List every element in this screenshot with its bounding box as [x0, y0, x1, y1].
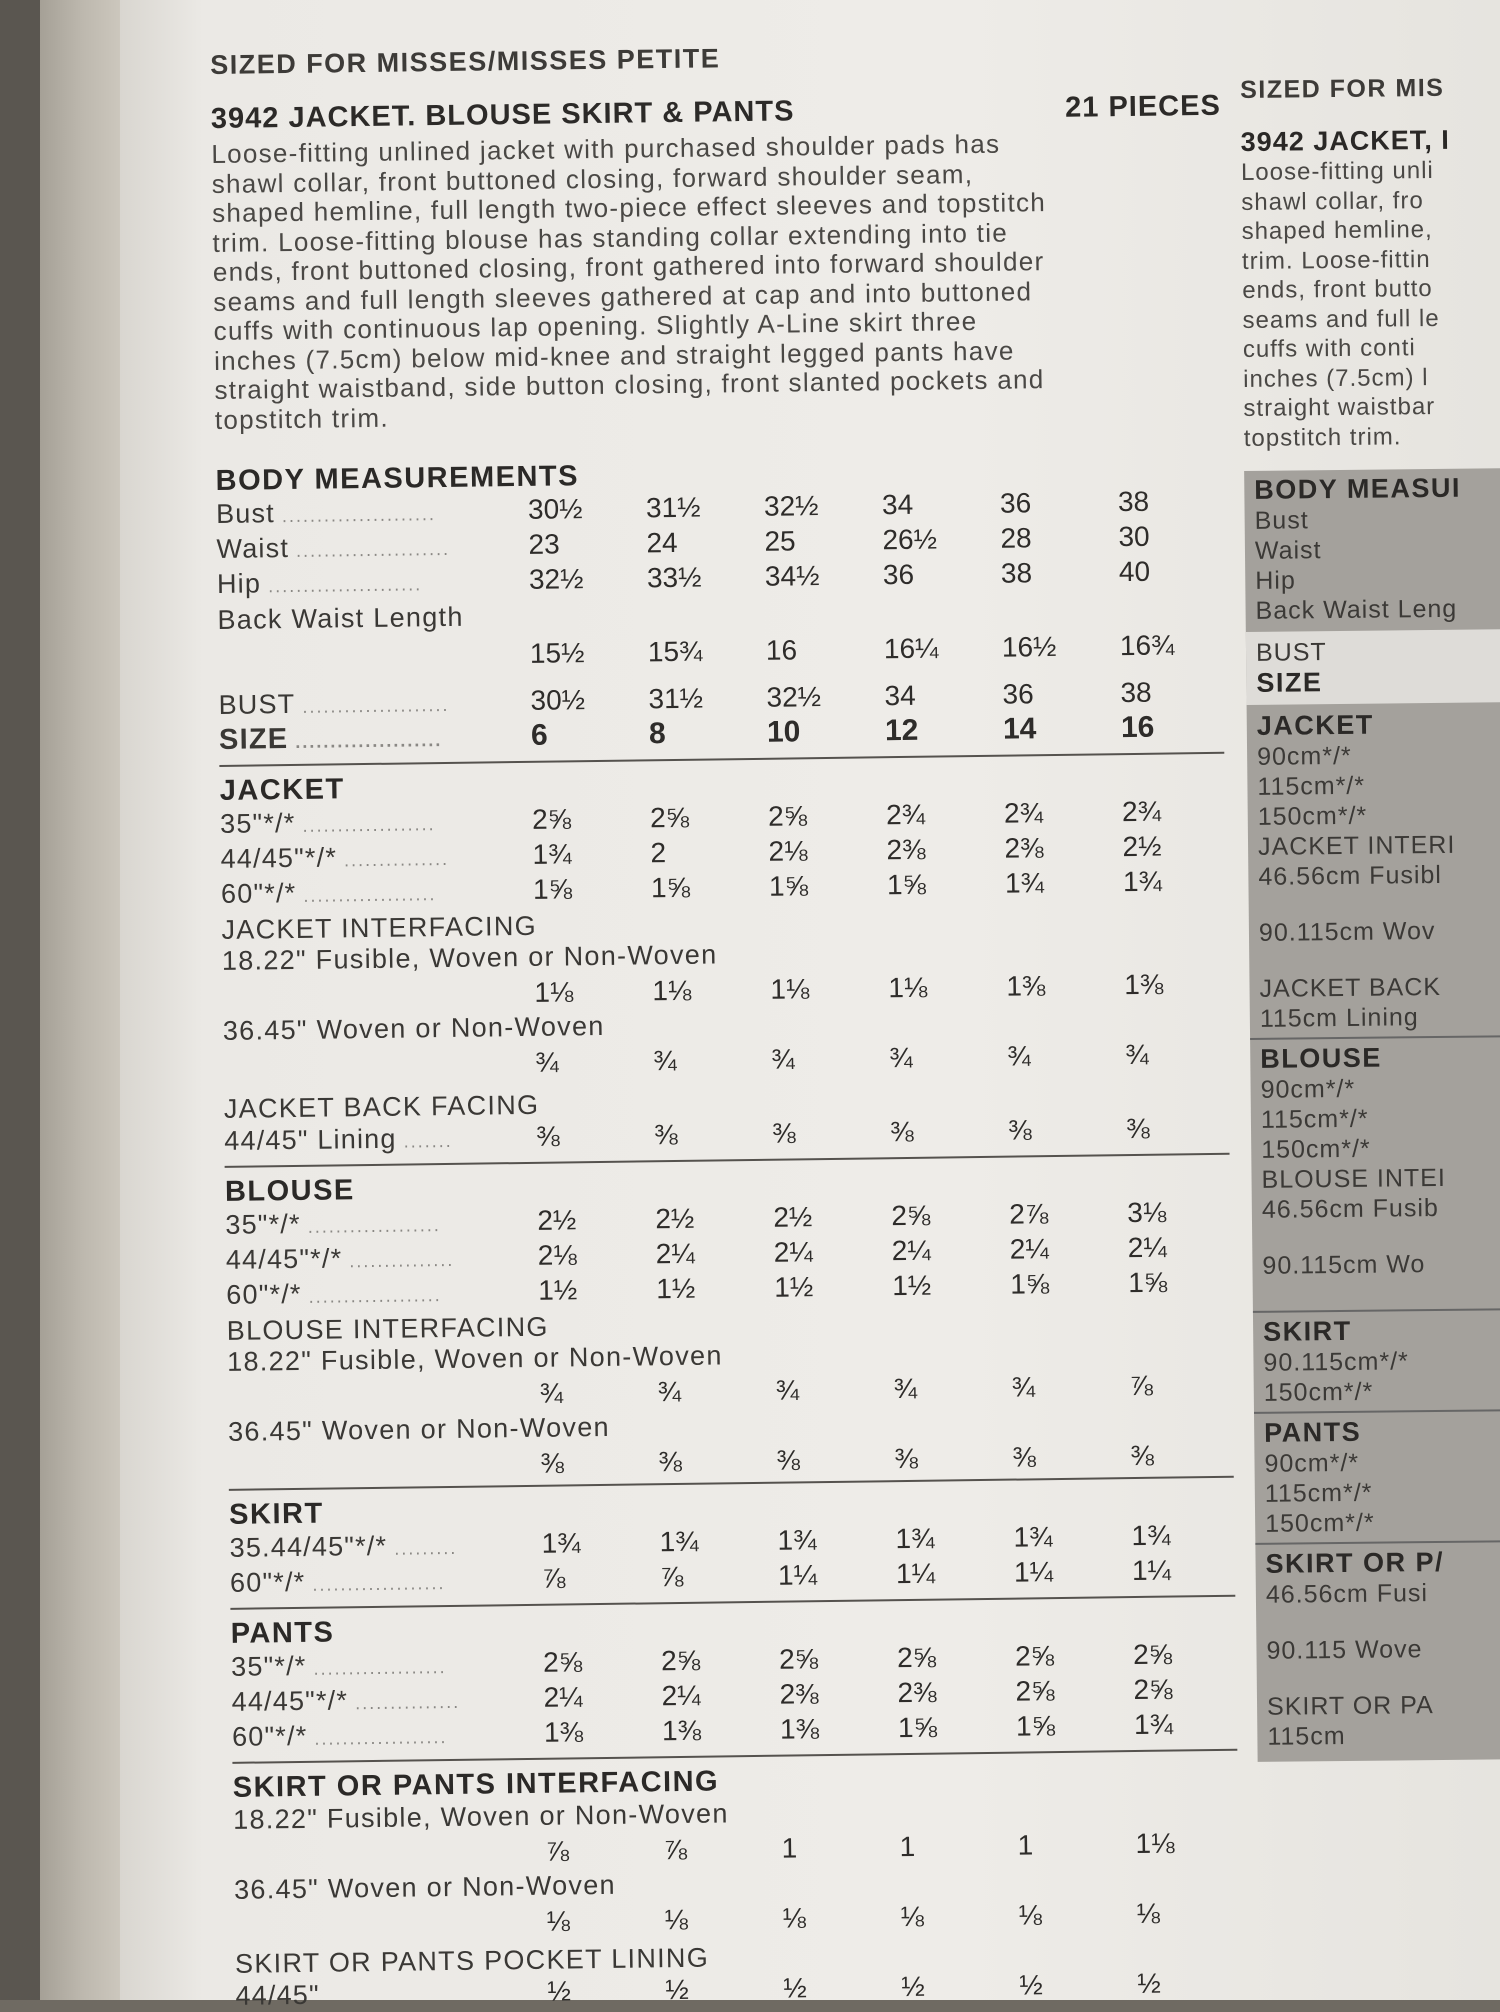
description-line: trim. Loose-fitting blouse has standing collar extending into tie [212, 217, 1009, 258]
value-cell: 2⅝ [1132, 1638, 1173, 1671]
value-cell: ¾ [889, 1041, 913, 1074]
leader-dots: ..................... [288, 730, 443, 753]
value-cell: 1⅝ [532, 873, 573, 905]
pieces-count: 21 PIECES [1064, 89, 1222, 124]
value-cell: ⅜ [1012, 1441, 1037, 1473]
value-cell: 33½ [646, 561, 702, 594]
value-cell: 1⅝ [886, 868, 927, 901]
value-cell: ⅜ [536, 1120, 560, 1152]
value-cell: 1⅝ [897, 1711, 938, 1744]
value-cell: 2½ [1122, 830, 1162, 863]
value-cell: 23 [528, 528, 560, 560]
description-line: straight waistband, side button closing, front slanted pockets and [214, 364, 1045, 405]
right-style-line: 3942 JACKET, I [1240, 124, 1450, 157]
row-label: 44/45"*/* [220, 842, 338, 874]
value-cell: ¾ [653, 1044, 677, 1077]
description-line: straight waistbar [1243, 392, 1436, 422]
value-cell: 1⅜ [779, 1713, 820, 1745]
right-label: 90.115 Wove [1266, 1635, 1423, 1665]
row-label: 44/45" Lining [224, 1123, 397, 1156]
right-label: 150cm*/* [1257, 801, 1368, 831]
skirt-pants-interfacing-title: SKIRT OR PANTS INTERFACING [232, 1765, 720, 1804]
value-cell: ⅜ [1008, 1114, 1032, 1146]
row-values [533, 1827, 1241, 1867]
description-line: inches (7.5cm) l [1243, 363, 1429, 393]
value-cell: 1¾ [777, 1524, 817, 1556]
blouse-title: BLOUSE [224, 1174, 355, 1208]
value-cell: ½ [547, 1975, 571, 2007]
description-line: shawl collar, front buttoned closing, forward shoulder seam, [211, 158, 974, 199]
description-line: shaped hemline, full length two-piece effect sleeves and topstitch [211, 187, 1047, 228]
value-cell: 16½ [1001, 630, 1057, 663]
value-cell: ⅜ [654, 1118, 678, 1151]
body-measurements-title: BODY MEASUREMENTS [215, 460, 580, 497]
value-cell: ⅞ [659, 1560, 684, 1593]
right-label: 150cm*/* [1265, 1508, 1375, 1538]
right-label: SKIRT OR PA [1266, 1691, 1434, 1721]
value-cell: 32½ [763, 490, 819, 522]
value-cell: 34½ [764, 560, 820, 592]
right-label: Bust [1254, 506, 1309, 535]
value-cell: ⅞ [1129, 1369, 1154, 1402]
right-label: 46.56cm Fusibl [1258, 860, 1443, 891]
right-label: Waist [1254, 536, 1322, 565]
row-values [523, 1038, 1231, 1078]
row-label: 35"*/* [230, 1650, 307, 1682]
value-cell: ⅜ [1125, 1112, 1150, 1145]
value-cell: 34 [884, 679, 916, 712]
value-cell: ¾ [1007, 1040, 1031, 1072]
value-cell: ½ [665, 1973, 689, 2006]
leader-dots: ................... [300, 1215, 441, 1237]
value-cell: 30½ [530, 684, 586, 716]
value-cell: ⅜ [1130, 1439, 1155, 1472]
right-label: Hip [1255, 566, 1296, 595]
value-cell: 2⅝ [1015, 1675, 1055, 1707]
skirt-section [229, 1484, 1340, 1610]
value-cell: 32½ [766, 681, 822, 713]
value-cell: 24 [646, 526, 678, 559]
right-label: 115cm [1267, 1721, 1346, 1751]
value-cell: 2¼ [1009, 1233, 1049, 1265]
size-cell: 16 [1120, 710, 1155, 745]
value-cell: 1¾ [1131, 1519, 1171, 1552]
description-line: topstitch trim. [214, 402, 390, 435]
leader-dots: ....... [396, 1130, 453, 1152]
value-cell: ⅜ [776, 1444, 801, 1476]
description-line: cuffs with conti [1242, 334, 1416, 363]
right-description [1241, 155, 1500, 453]
value-cell: 1¼ [895, 1557, 936, 1590]
value-cell: ⅜ [772, 1117, 796, 1149]
value-cell: 1 [781, 1832, 798, 1864]
leader-dots: ...................... [288, 538, 451, 562]
value-cell: 1 [1017, 1829, 1034, 1861]
value-cell: 2⅜ [886, 833, 926, 866]
value-cell: ⅜ [894, 1442, 919, 1475]
value-cell: 1½ [774, 1271, 814, 1303]
value-cell: ¾ [535, 1046, 559, 1078]
leader-dots: ...................... [261, 574, 423, 597]
value-cell: ½ [1137, 1967, 1161, 2000]
leader-dots: ................... [306, 1657, 447, 1679]
leader-dots: ................... [295, 814, 436, 836]
value-cell: 2½ [655, 1202, 695, 1235]
value-cell: 40 [1118, 555, 1151, 588]
leader-dots: ...................... [274, 504, 437, 527]
value-cell: 2⅝ [891, 1199, 931, 1232]
value-cell: 1⅛ [534, 976, 574, 1008]
torn-edge-shadow [0, 0, 40, 2000]
jacket-back-facing-title: JACKET BACK FACING [223, 1089, 540, 1124]
divider [1255, 1540, 1500, 1545]
value-cell: 1¼ [777, 1559, 818, 1591]
divider [1250, 1035, 1500, 1040]
value-cell: 2⅜ [779, 1678, 819, 1710]
value-cell: 2⅝ [896, 1641, 937, 1674]
description-line: ends, front buttoned closing, front gathered into forward shoulder [212, 246, 1045, 287]
body-measurements-section [215, 450, 1329, 767]
row-label: Bust [215, 498, 276, 529]
value-cell: 2 [650, 837, 667, 869]
value-cell: ¾ [775, 1374, 800, 1406]
right-label: 90.115cm Wov [1258, 917, 1436, 947]
value-cell: 2¼ [891, 1234, 931, 1267]
row-values [534, 1897, 1242, 1937]
value-cell: 34 [881, 488, 914, 521]
value-cell: ⅞ [541, 1562, 566, 1594]
value-cell: 2⅝ [660, 1644, 701, 1677]
right-shaded-table [1244, 468, 1500, 1762]
description-line: topstitch trim. [1243, 422, 1402, 452]
right-section-title: JACKET [1256, 709, 1374, 741]
right-label: 46.56cm Fusib [1261, 1193, 1439, 1224]
value-cell: ¾ [1125, 1038, 1149, 1071]
value-cell: 1⅜ [543, 1716, 584, 1748]
size-cell: 6 [530, 718, 548, 752]
value-cell: 16¾ [1119, 629, 1175, 662]
value-cell: 26½ [882, 523, 938, 556]
leader-dots: ................... [307, 1727, 448, 1749]
value-cell: 1¾ [1133, 1708, 1174, 1741]
value-cell: 2⅝ [767, 800, 808, 832]
value-cell: ½ [901, 1970, 925, 2003]
value-cell: 16 [765, 634, 798, 666]
right-label: SIZE [1256, 667, 1323, 698]
value-cell: 2⅜ [1004, 832, 1044, 864]
right-label: JACKET INTERI [1257, 830, 1456, 861]
value-cell: 2½ [537, 1204, 577, 1236]
right-section-title: SKIRT OR P/ [1265, 1546, 1445, 1579]
interfacing-fusible-label: 18.22" Fusible, Woven or Non-Woven [232, 1798, 729, 1835]
value-cell: 1½ [892, 1269, 932, 1302]
row-label: 60"*/* [226, 1278, 302, 1310]
row-label: 60"*/* [229, 1566, 306, 1598]
value-cell: 1⅜ [661, 1714, 702, 1747]
value-cell: ⅛ [1018, 1899, 1043, 1931]
interfacing-fusible-label: 18.22" Fusible, Woven or Non-Woven [226, 1340, 723, 1377]
value-cell: 1⅛ [770, 973, 810, 1005]
value-cell: 16¼ [883, 632, 939, 665]
value-cell: 2⅛ [768, 835, 808, 867]
value-cell: ¾ [771, 1043, 795, 1075]
value-cell: 38 [1117, 485, 1150, 518]
value-cell: ⅞ [545, 1835, 570, 1867]
description [211, 127, 1225, 435]
value-cell: 2⅝ [1133, 1673, 1173, 1706]
value-cell: 36 [999, 487, 1032, 519]
value-cell: 2½ [773, 1201, 813, 1233]
description-line: ends, front butto [1242, 274, 1433, 304]
leader-dots: ................... [296, 884, 437, 906]
value-cell: 30½ [527, 493, 583, 525]
value-cell: 2⅝ [542, 1646, 583, 1678]
row-label: 60"*/* [231, 1720, 308, 1752]
value-cell: 1⅛ [888, 971, 928, 1004]
value-cell: 2⅝ [778, 1643, 819, 1675]
value-cell: ¾ [893, 1372, 918, 1405]
row-label: 44/45" [235, 1979, 321, 2011]
jacket-title: JACKET [219, 773, 345, 807]
right-label: 46.56cm Fusi [1265, 1579, 1429, 1609]
right-label: 150cm*/* [1263, 1377, 1374, 1407]
row-values [518, 676, 1226, 716]
right-section-title: PANTS [1264, 1416, 1362, 1448]
right-label: 150cm*/* [1261, 1134, 1371, 1164]
value-cell: 1⅝ [1128, 1266, 1168, 1299]
value-cell: 1⅝ [650, 871, 691, 904]
value-cell: ⅛ [1136, 1897, 1161, 1930]
size-cell: 10 [766, 715, 801, 749]
description-line: Loose-fitting unli [1240, 156, 1434, 186]
row-label: 35"*/* [225, 1208, 301, 1240]
right-label: BUST [1255, 638, 1327, 667]
value-cell: ⅛ [900, 1900, 925, 1933]
value-cell: 2¾ [885, 798, 926, 831]
leader-dots: ................... [301, 1285, 442, 1307]
value-cell: 31½ [645, 491, 701, 524]
jacket-section [219, 760, 1334, 1167]
value-cell: 31½ [648, 682, 704, 715]
description-line: Loose-fitting unlined jacket with purchased shoulder pads has [211, 128, 1001, 169]
leader-dots: ......... [387, 1537, 458, 1559]
blouse-section [225, 1161, 1339, 1491]
value-cell: ⅜ [890, 1115, 914, 1148]
value-cell: ¾ [539, 1377, 564, 1409]
right-label: Back Waist Leng [1255, 594, 1458, 625]
value-cell: 1⅜ [1124, 968, 1164, 1001]
value-cell: ¾ [657, 1375, 682, 1408]
right-label: 90.115cm Wo [1262, 1250, 1426, 1280]
value-cell: 28 [1000, 522, 1032, 554]
value-cell: 2⅜ [897, 1676, 937, 1709]
description-line: seams and full length sleeves gathered at cap and into buttoned [213, 275, 1033, 317]
value-cell: 2¼ [773, 1236, 813, 1268]
value-cell: ¾ [1011, 1371, 1036, 1403]
value-cell: 1¾ [895, 1522, 935, 1555]
right-label: JACKET BACK [1259, 972, 1442, 1003]
pants-title: PANTS [230, 1616, 335, 1650]
value-cell: 1⅝ [768, 870, 809, 902]
right-sized-heading: SIZED FOR MIS [1240, 73, 1445, 104]
value-cell: 1¾ [659, 1525, 699, 1558]
value-cell: 38 [1120, 676, 1152, 709]
right-label: 90cm*/* [1260, 1074, 1356, 1104]
jacket-interfacing-title: JACKET INTERFACING [221, 910, 538, 945]
value-cell: 2¼ [1127, 1231, 1167, 1264]
row-label: 44/45"*/* [225, 1243, 343, 1275]
row-values [528, 1439, 1236, 1479]
value-cell: 1⅛ [1135, 1827, 1175, 1860]
value-cell: 15¾ [647, 635, 703, 668]
value-cell: 1¼ [1013, 1556, 1054, 1588]
right-partial-column [1240, 60, 1500, 2000]
right-label: 115cm Lining [1259, 1003, 1419, 1033]
size-cell: 8 [648, 717, 666, 751]
value-cell: 15½ [529, 637, 585, 669]
pants-section [231, 1603, 1343, 1764]
right-section-title: SKIRT [1262, 1315, 1352, 1347]
value-cell: 1¾ [1013, 1521, 1053, 1553]
size-cell: 12 [884, 713, 919, 748]
row-values [518, 629, 1226, 669]
right-body-title: BODY MEASUI [1254, 472, 1462, 505]
value-cell: 2¼ [661, 1679, 701, 1712]
right-label: 90cm*/* [1264, 1448, 1360, 1478]
value-cell: 1⅛ [652, 974, 692, 1007]
row-values [522, 968, 1230, 1008]
row-label: BUST [218, 688, 296, 720]
row-label: 44/45"*/* [231, 1685, 349, 1717]
right-label: 115cm*/* [1264, 1478, 1373, 1508]
value-cell: 2⅝ [649, 801, 690, 834]
skirt-pants-interfacing-section [233, 1757, 1346, 2012]
row-label: Hip [216, 568, 262, 599]
interfacing-woven-label: 36.45" Woven or Non-Woven [233, 1869, 617, 1905]
value-cell: 2⅛ [537, 1239, 577, 1271]
value-cell: 1¾ [1122, 865, 1163, 898]
leader-dots: ..................... [295, 694, 450, 717]
value-cell: 2¾ [1121, 795, 1162, 828]
row-label: Waist [216, 533, 290, 564]
row-label: 60"*/* [220, 877, 297, 909]
value-cell: ⅛ [782, 1902, 807, 1934]
sized-for-heading: SIZED FOR MISSES/MISSES PETITE [210, 43, 721, 80]
value-cell: 1½ [538, 1274, 578, 1306]
divider [1254, 1409, 1500, 1414]
skirt-title: SKIRT [228, 1497, 324, 1531]
description-line: shawl collar, fro [1241, 186, 1424, 216]
leader-dots: ............... [347, 1691, 461, 1714]
right-size-block [1246, 629, 1500, 705]
size-cell: 14 [1002, 712, 1037, 746]
right-label: 90cm*/* [1256, 741, 1352, 771]
interfacing-woven-label: 36.45" Woven or Non-Woven [222, 1010, 605, 1046]
pocket-lining-title: SKIRT OR PANTS POCKET LINING [234, 1942, 710, 1979]
value-cell: ⅛ [664, 1903, 689, 1936]
value-cell: 25 [764, 525, 796, 557]
row-values [527, 1369, 1235, 1409]
right-label: BLOUSE INTEI [1261, 1163, 1446, 1194]
value-cell: 1¼ [1131, 1554, 1172, 1587]
value-cell: 2⅝ [531, 803, 572, 835]
leader-dots: ............... [336, 848, 450, 871]
row-label: 35"*/* [219, 807, 296, 839]
value-cell: ½ [1019, 1969, 1043, 2001]
value-cell: 2⅝ [1014, 1640, 1055, 1672]
value-cell: 1¾ [1004, 867, 1045, 899]
value-cell: ½ [783, 1972, 807, 2004]
table-row [218, 627, 1328, 673]
row-label: 35.44/45"*/* [229, 1530, 388, 1563]
back-waist-length-label: Back Waist Length [217, 601, 464, 635]
value-cell: 2¼ [655, 1237, 695, 1270]
main-column [210, 35, 1346, 2011]
value-cell: 38 [1000, 557, 1033, 589]
value-cell: 1⅝ [1010, 1268, 1050, 1300]
style-line: 3942 JACKET. BLOUSE SKIRT & PANTS [210, 95, 795, 135]
value-cell: ⅜ [658, 1445, 683, 1478]
interfacing-fusible-label: 18.22" Fusible, Woven or Non-Woven [221, 939, 718, 976]
right-label: 90.115cm*/* [1263, 1347, 1409, 1377]
value-cell: ⅜ [540, 1447, 565, 1479]
value-cell: ⅞ [663, 1833, 688, 1866]
description-line: inches (7.5cm) below mid-knee and straight legged pants have [213, 334, 1015, 376]
right-label: 115cm*/* [1257, 771, 1366, 801]
right-label: 115cm*/* [1260, 1104, 1369, 1134]
value-cell: 2⅞ [1009, 1198, 1049, 1230]
interfacing-woven-label: 36.45" Woven or Non-Woven [227, 1411, 611, 1447]
value-cell: 1 [899, 1830, 916, 1863]
value-cell: 1¾ [541, 1527, 581, 1559]
leader-dots: ................... [305, 1573, 446, 1595]
value-cell: 2¾ [1003, 797, 1044, 829]
leader-dots: ............... [342, 1249, 455, 1272]
description-line: seams and full le [1242, 304, 1440, 334]
value-cell: 32½ [528, 563, 584, 595]
value-cell: 30 [1118, 520, 1150, 553]
right-section-title: BLOUSE [1260, 1042, 1382, 1074]
description-line: trim. Loose-fittin [1241, 245, 1431, 275]
value-cell: 1¾ [532, 838, 572, 870]
description-line: shaped hemline, [1241, 215, 1433, 245]
description-line: cuffs with continuous lap opening. Slightly A-Line skirt three [213, 305, 978, 346]
value-cell: ⅛ [546, 1905, 571, 1937]
blouse-interfacing-title: BLOUSE INTERFACING [226, 1311, 549, 1346]
value-cell: 1⅝ [1015, 1710, 1056, 1742]
row-label: SIZE [218, 723, 289, 756]
value-cell: 3⅛ [1127, 1196, 1167, 1229]
divider [1253, 1308, 1500, 1313]
value-cell: 36 [882, 558, 915, 591]
value-cell: 2¼ [543, 1681, 583, 1713]
value-cell: 1½ [656, 1272, 696, 1305]
value-cell: 36 [1002, 678, 1034, 710]
value-cell: 1⅜ [1006, 970, 1046, 1002]
